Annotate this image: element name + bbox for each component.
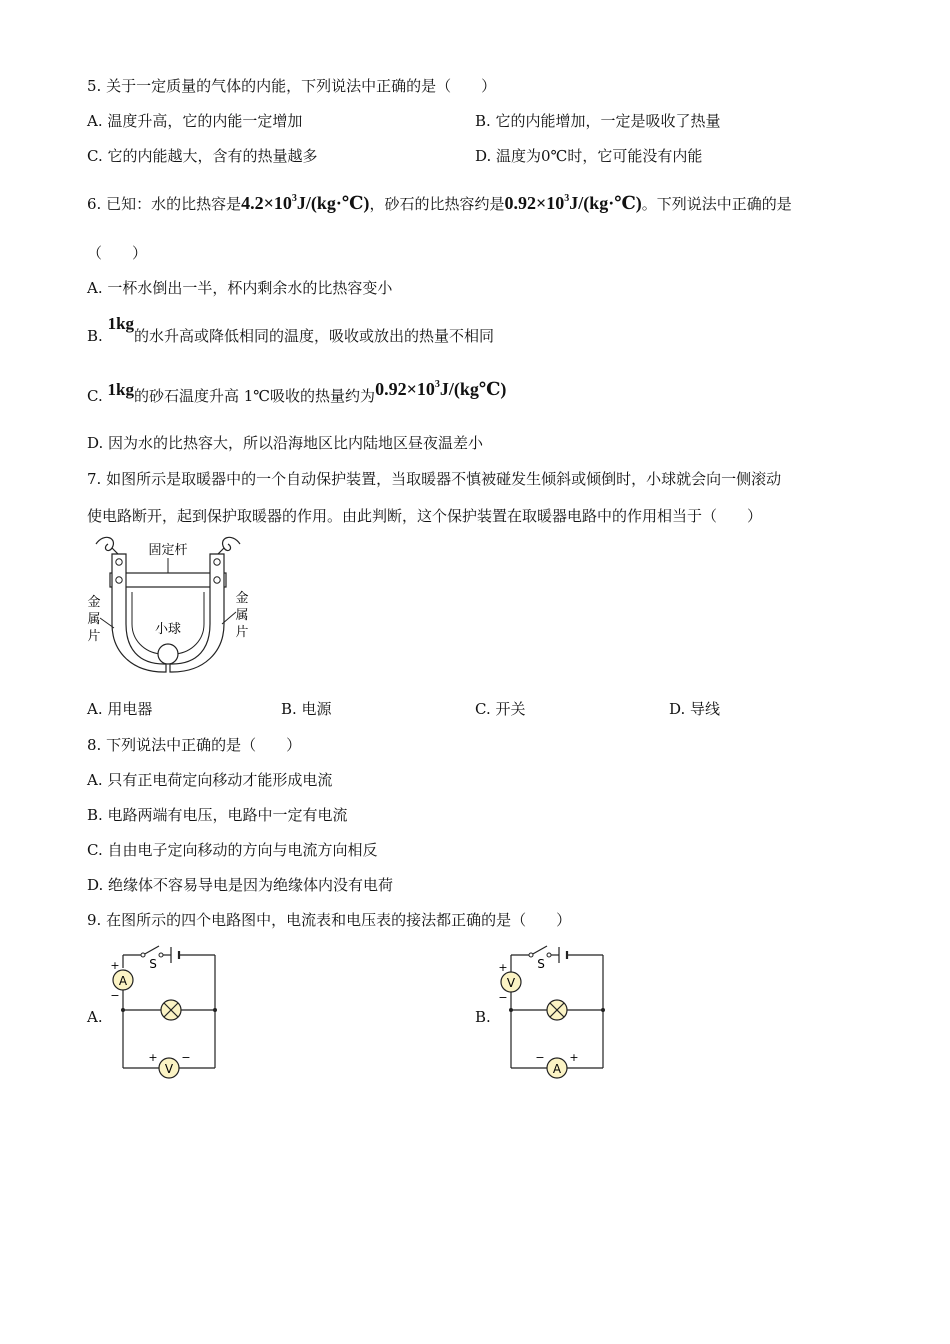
fig-label-fixed-rod: 固定杆 — [148, 543, 188, 558]
ammeter-label: A — [552, 1062, 562, 1076]
q6-option-c-value: $0.92\times 10^3J/(kg℃)$ — [375, 379, 507, 399]
q8-stem: 8. 下列说法中正确的是（ ） — [87, 736, 302, 754]
q6-option-b-label: B. — [87, 327, 103, 345]
circuit-b-figure — [493, 938, 613, 1083]
q6-option-a: A. 一杯水倒出一半，杯内剩余水的比热容变小 — [87, 279, 393, 297]
q6-option-b-text: 的水升高或降低相同的温度，吸收或放出的热量不相同 — [134, 327, 495, 345]
voltmeter-label: V — [164, 1062, 174, 1076]
switch-label: S — [537, 957, 545, 971]
q5-option-b: B. 它的内能增加，一定是吸收了热量 — [475, 112, 721, 130]
fig-label-metal-right-2: 属 — [235, 608, 249, 623]
q5-option-a: A. 温度升高，它的内能一定增加 — [87, 112, 303, 130]
q6-option-d: D. 因为水的比热容大，所以沿海地区比内陆地区昼夜温差小 — [87, 434, 484, 452]
q9-stem: 9. 在图所示的四个电路图中，电流表和电压表的接法都正确的是（ ） — [87, 911, 572, 929]
fig-label-metal-left-3: 片 — [87, 629, 101, 644]
sand-specific-heat: $0.92\times 10^3J/(kg\cdot℃)$ — [504, 193, 642, 213]
fig-label-metal-left-2: 属 — [87, 612, 101, 627]
ammeter-plus: + — [569, 1051, 579, 1064]
ball-icon — [158, 644, 178, 664]
ammeter-plus: + — [110, 959, 120, 972]
q5-stem: 5. 关于一定质量的气体的内能，下列说法中正确的是（ ） — [87, 77, 497, 95]
switch-label: S — [149, 957, 157, 971]
ammeter-minus: − — [535, 1051, 545, 1064]
q7-option-b: B. 电源 — [281, 700, 332, 718]
q6-option-b — [87, 314, 495, 345]
q8-option-c: C. 自由电子定向移动的方向与电流方向相反 — [87, 841, 378, 859]
q6-option-c-label: C. — [87, 387, 103, 405]
q5-option-c: C. 它的内能越大，含有的热量越多 — [87, 147, 318, 165]
q7-option-a: A. 用电器 — [87, 700, 153, 718]
q5-option-d: D. 温度为0℃时，它可能没有内能 — [475, 147, 703, 165]
fig-label-ball: 小球 — [154, 622, 182, 637]
q9-option-a-label: A. — [87, 1008, 103, 1026]
q7-option-d: D. 导线 — [669, 700, 721, 718]
voltmeter-minus: − — [498, 991, 508, 1004]
fig-label-metal-right-1: 金 — [235, 591, 249, 606]
q7-stem-line2: 使电路断开，起到保护取暖器的作用。由此判断，这个保护装置在取暖器电路中的作用相当于（ ） — [87, 507, 763, 525]
q7-option-c: C. 开关 — [475, 700, 526, 718]
q8-option-b: B. 电路两端有电压，电路中一定有电流 — [87, 806, 348, 824]
q6-stem-pre: 6. 已知：水的比热容是 — [87, 195, 242, 213]
q9-option-b-label: B. — [475, 1008, 491, 1026]
q6-option-c-text: 的砂石温度升高 1℃吸收的热量约为 — [133, 387, 376, 405]
voltmeter-plus: + — [148, 1051, 158, 1064]
protection-device-figure — [84, 532, 254, 682]
q6-option-b-mass: 1kg — [107, 314, 135, 333]
ammeter-minus: − — [110, 989, 120, 1002]
voltmeter-label: V — [506, 976, 516, 990]
q6-stem — [87, 194, 792, 213]
fig-label-metal-right-3: 片 — [235, 625, 249, 640]
q6-option-c — [87, 379, 507, 405]
water-specific-heat: $4.2\times 10^3J/(kg\cdot℃)$ — [241, 193, 370, 213]
voltmeter-plus: + — [498, 961, 508, 974]
q6-answer-paren: （ ） — [87, 244, 148, 262]
ammeter-label: A — [118, 974, 128, 988]
q6-stem-mid: ，砂石的比热容约是 — [369, 195, 505, 213]
q8-option-d: D. 绝缘体不容易导电是因为绝缘体内没有电荷 — [87, 876, 394, 894]
circuit-a-figure — [105, 938, 225, 1083]
q7-stem-line1: 7. 如图所示是取暖器中的一个自动保护装置，当取暖器不慎被碰发生倾斜或倾倒时，小球就会向一侧滚动 — [87, 470, 782, 488]
q6-option-c-mass: 1kg — [107, 380, 134, 399]
q6-stem-post: 。下列说法中正确的是 — [641, 195, 792, 213]
fig-label-metal-left-1: 金 — [87, 595, 101, 610]
q8-option-a: A. 只有正电荷定向移动才能形成电流 — [87, 771, 333, 789]
voltmeter-minus: − — [181, 1051, 191, 1064]
